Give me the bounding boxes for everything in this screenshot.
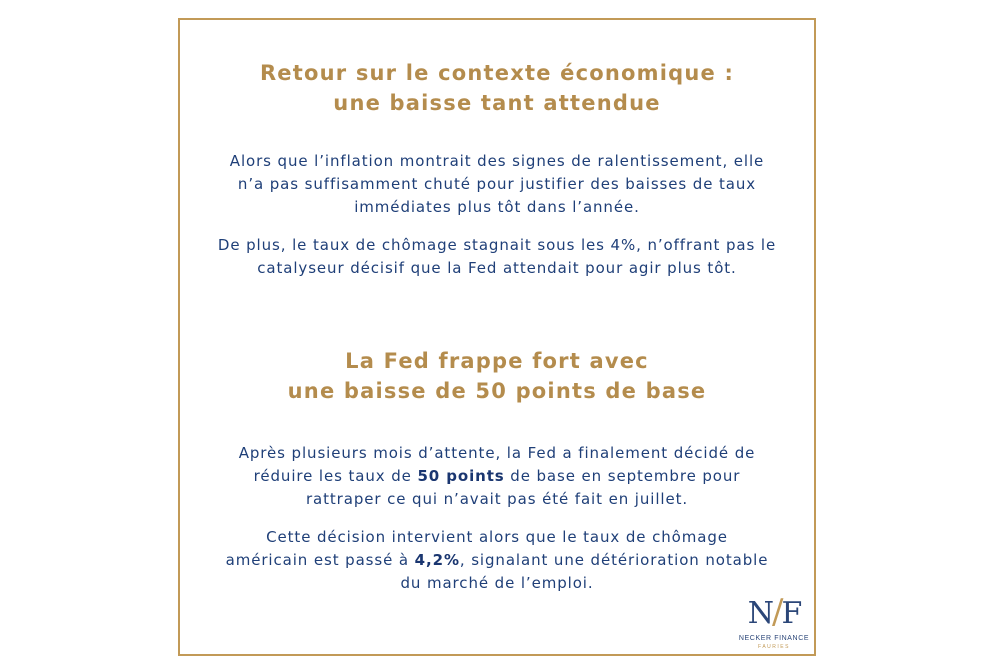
- paragraph-line: n’a pas suffisamment chuté pour justifier des baisses de taux: [237, 175, 757, 193]
- section2-paragraph1: [180, 442, 814, 511]
- necker-finance-logo: [734, 592, 814, 658]
- section1-title-line1: Retour sur le contexte économique :: [259, 61, 735, 85]
- paragraph-line: Alors que l’inflation montrait des signes de ralentissement, elle: [229, 152, 765, 170]
- paragraph-line-post: , signalant une détérioration notable: [459, 551, 769, 569]
- paragraph-line-pre: américain est passé à: [225, 551, 415, 569]
- paragraph-line: immédiates plus tôt dans l’année.: [354, 198, 640, 216]
- highlight-50-points: 50 points: [417, 467, 505, 485]
- highlight-unemployment-rate: 4,2%: [414, 551, 460, 569]
- content-frame: [178, 18, 816, 656]
- logo-slash: /: [771, 592, 782, 632]
- paragraph-line: catalyseur décisif que la Fed attendait pour agir plus tôt.: [257, 259, 737, 277]
- logo-letter-f: F: [781, 596, 801, 631]
- paragraph-line: Cette décision intervient alors que le taux de chômage: [266, 528, 728, 546]
- logo-letter-n: N: [747, 596, 772, 631]
- paragraph-line: De plus, le taux de chômage stagnait sous les 4%, n’offrant pas le: [217, 236, 777, 254]
- section2-title-line1: La Fed frappe fort avec: [345, 349, 649, 373]
- paragraph-line: du marché de l’emploi.: [400, 574, 594, 592]
- section1-paragraph2: [180, 234, 814, 280]
- paragraph-line: Après plusieurs mois d’attente, la Fed a finalement décidé de: [238, 444, 756, 462]
- paragraph-line: rattraper ce qui n’avait pas été fait en juillet.: [305, 490, 689, 508]
- logo-monogram: [734, 592, 814, 634]
- section2-title: [180, 346, 814, 406]
- logo-subtitle: FAURIES: [758, 644, 790, 650]
- logo-name: NECKER FINANCE: [738, 635, 810, 642]
- section2-title-line2: une baisse de 50 points de base: [287, 379, 707, 403]
- paragraph-line-pre: réduire les taux de: [253, 467, 418, 485]
- paragraph-line-post: de base en septembre pour: [504, 467, 741, 485]
- section1-paragraph1: [180, 150, 814, 219]
- section1-title: [180, 58, 814, 118]
- section1-title-line2: une baisse tant attendue: [333, 91, 661, 115]
- section2-paragraph2: [180, 526, 814, 595]
